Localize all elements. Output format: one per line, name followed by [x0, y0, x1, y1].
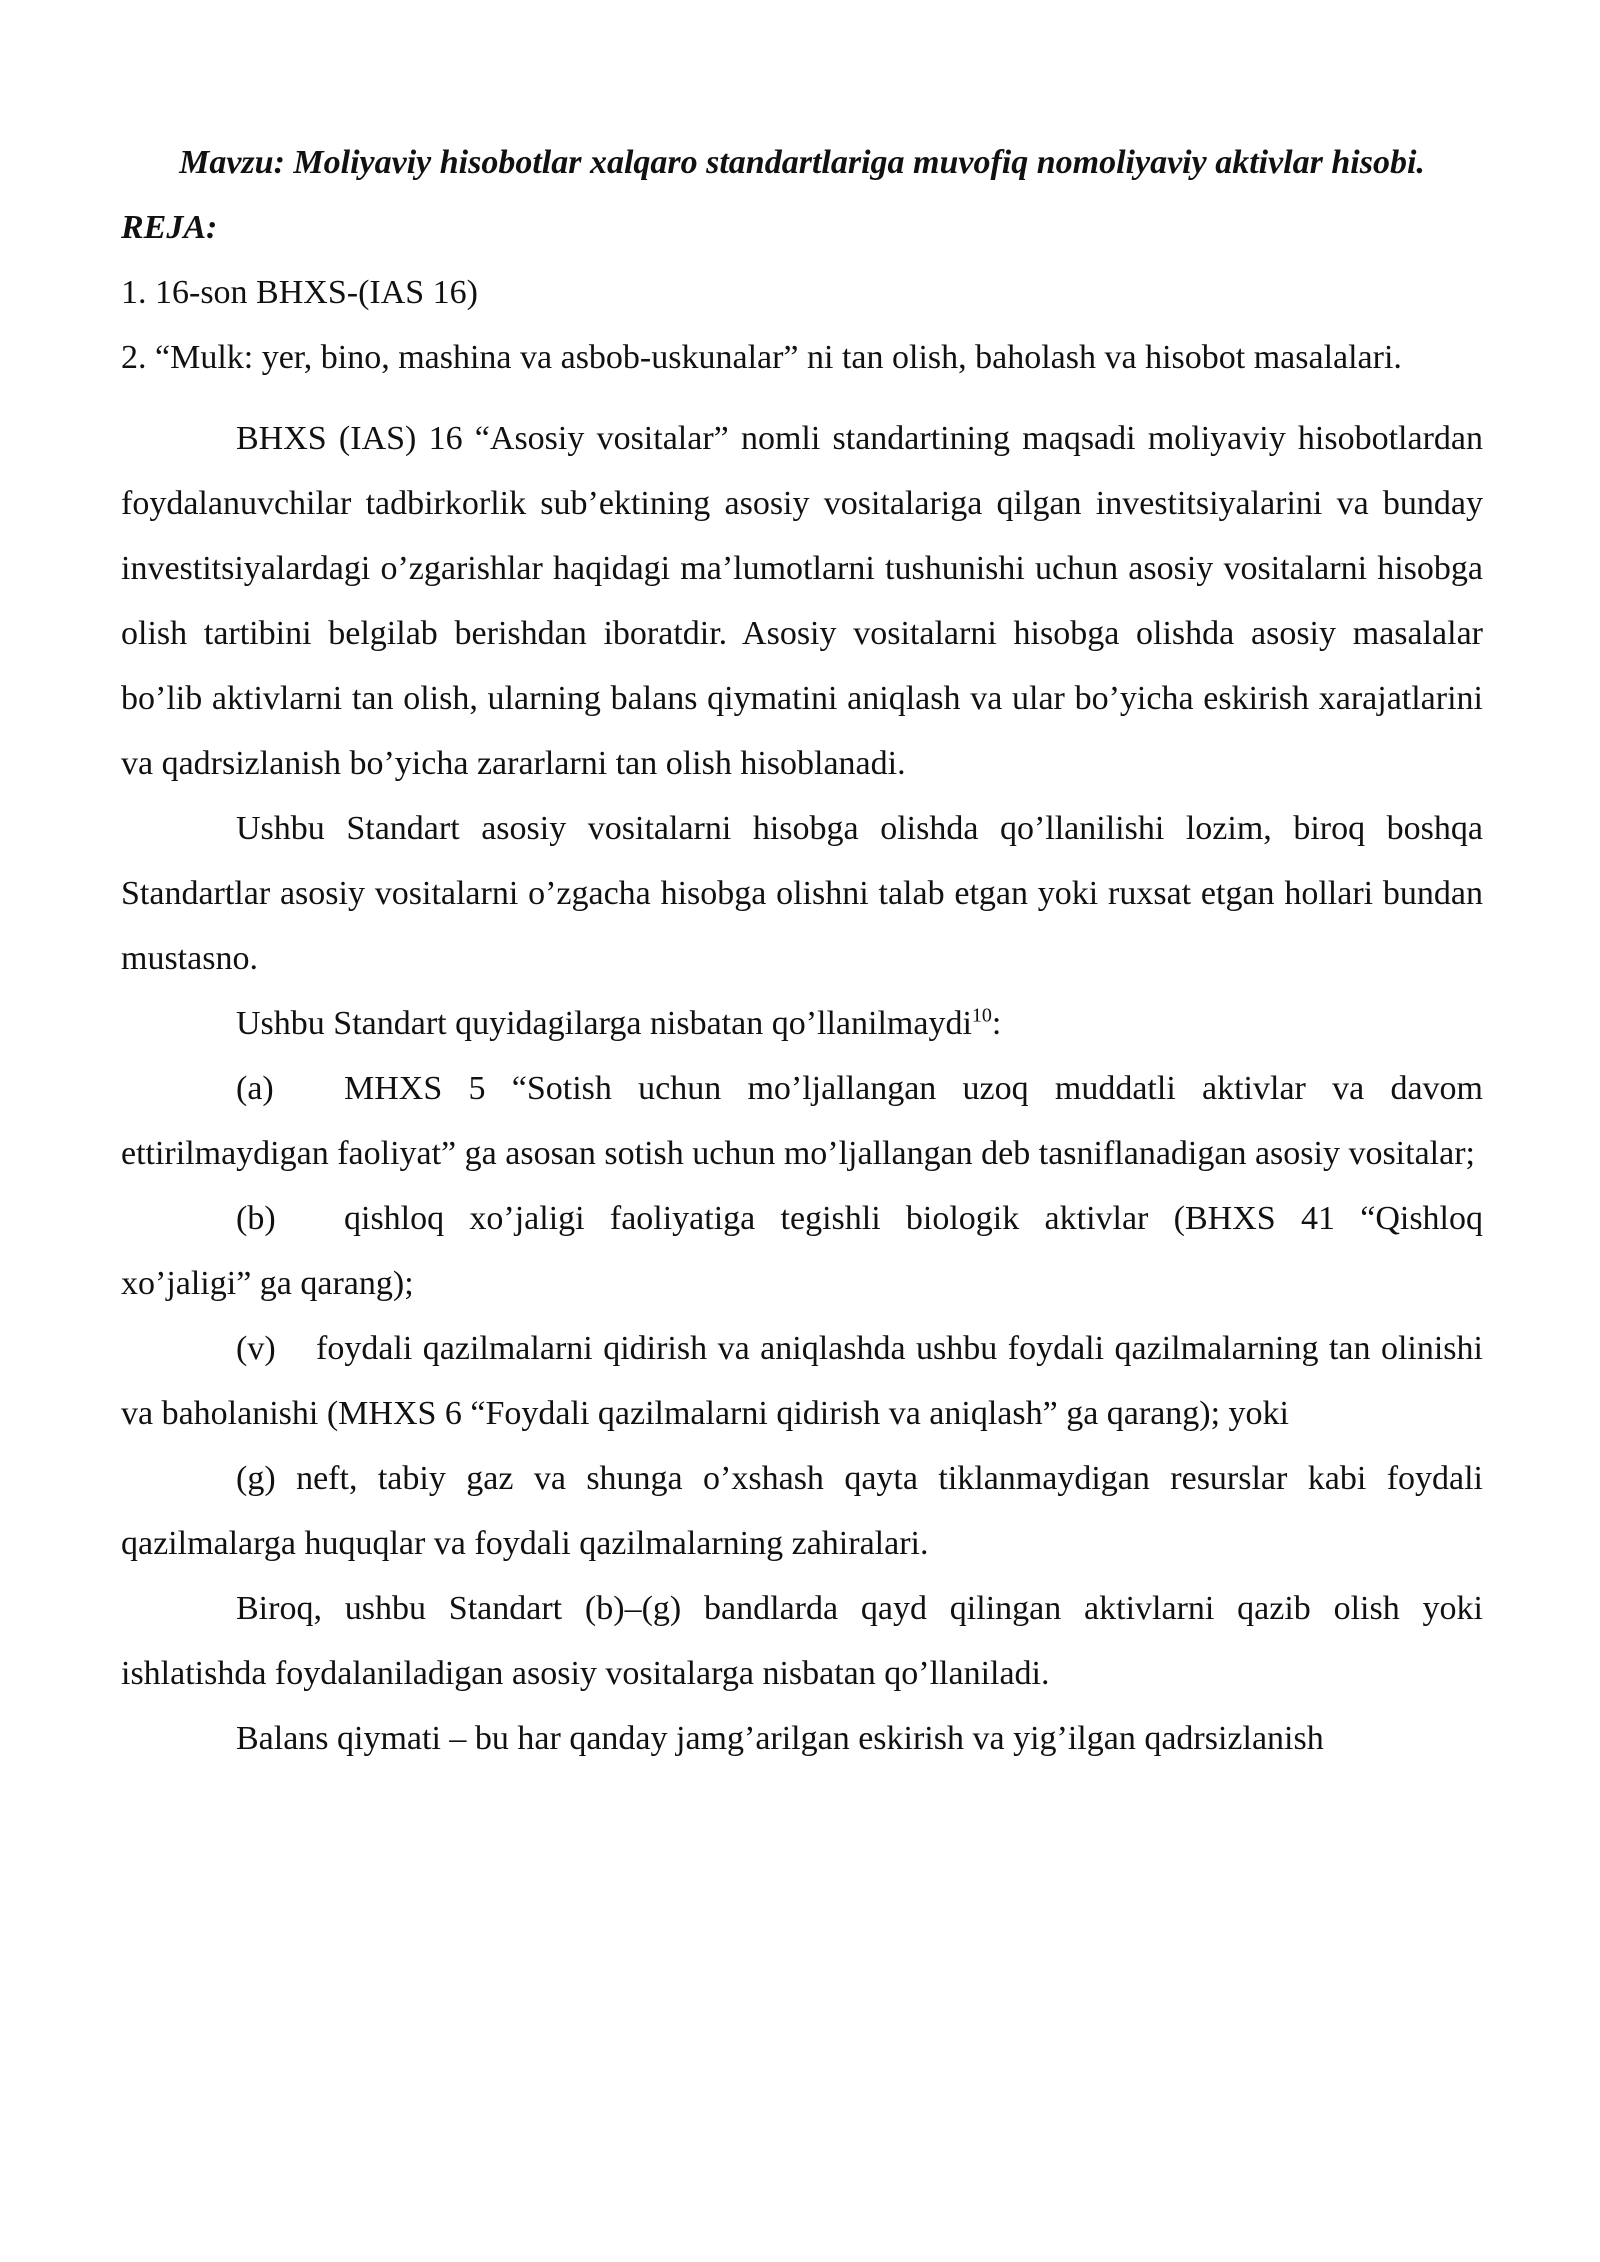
plan-item-2: 2. “Mulk: yer, bino, mashina va asbob-uskunalar” ni tan olish, baholash va hisobot masalalari. [121, 339, 1402, 376]
list-item-text: neft, tabiy gaz va shunga o’xshash qayta tiklanmaydigan resurslar kabi foydali qazilmalarga huquqlar va foydali qazilmalarning zahiralari. [121, 1460, 1484, 1562]
exclusion-item-b [121, 1186, 1483, 1316]
list-item-text: foydali qazilmalarni qidirish va aniqlashda ushbu foydali qazilmalarning tan olinishi va baholanishi (MHXS 6 “Foydali qazilmalarni qidirish va aniqlash” ga qarang); yoki [121, 1330, 1483, 1432]
list-item-text: MHXS 5 “Sotish uchun mo’ljallangan uzoq muddatli aktivlar va davom ettirilmaydigan faoliyat” ga asosan sotish uchun mo’ljallangan deb tasniflanadigan asosiy vositalar; [121, 1070, 1483, 1172]
page-content [121, 130, 1483, 1771]
document-title: Mavzu: Moliyaviy hisobotlar xalqaro standartlariga muvofiq nomoliyaviy aktivlar hisobi. [179, 144, 1425, 181]
plan-heading: REJA: [121, 209, 218, 246]
list-marker: (g) [236, 1460, 276, 1497]
paragraph-purpose: BHXS (IAS) 16 “Asosiy vositalar” nomli standartining maqsadi moliyaviy hisobotlardan foydalanuvchilar tadbirkorlik sub’ektining asosiy vositalariga qilgan investitsiyalarini va bunday investitsiyalardagi o’zgarishlar haqidagi ma’lumotlarni tushunishi uchun asosiy vositalarni hisobga olish tartibini belgilab berishdan iboratdir. Asosiy vositalarni hisobga olishda asosiy masalalar bo’lib aktivlarni tan olish, ularning balans qiymatini aniqlash va ular bo’yicha eskirish xarajatlarini va qadrsizlanish bo’yicha zararlarni tan olish hisoblanadi. [121, 420, 1483, 782]
spacer [121, 390, 1483, 406]
paragraph-carrying-amount: Balans qiymati – bu har qanday jamg’arilgan eskirish va yig’ilgan qadrsizlanish [236, 1720, 1324, 1757]
exclusion-item-g [121, 1446, 1483, 1576]
exclusion-item-v [121, 1316, 1483, 1446]
list-item-text: qishloq xo’jaligi faoliyatiga tegishli biologik aktivlar (BHXS 41 “Qishloq xo’jaligi” ga qarang); [121, 1200, 1483, 1302]
exclusions-intro-text: Ushbu Standart quyidagilarga nisbatan qo’llanilmaydi [236, 1005, 972, 1042]
exclusions-intro-colon: : [991, 1005, 1002, 1042]
paragraph-application: Biroq, ushbu Standart (b)–(g) bandlarda qayd qilingan aktivlarni qazib olish yoki ishlatishda foydalaniladigan asosiy vositalarga nisbatan qo’llaniladi. [121, 1590, 1483, 1692]
list-marker: (a) [236, 1070, 274, 1107]
list-marker: (b) [236, 1200, 276, 1237]
paragraph-scope: Ushbu Standart asosiy vositalarni hisobga olishda qo’llanilishi lozim, biroq boshqa Standartlar asosiy vositalarni o’zgacha hisobga olishni talab etgan yoki ruxsat etgan hollari bundan mustasno. [121, 810, 1483, 977]
paragraph-exclusions-intro [121, 991, 1483, 1056]
exclusion-item-a [121, 1056, 1483, 1186]
plan-item-1: 1. 16-son BHXS-(IAS 16) [121, 274, 478, 311]
list-marker: (v) [236, 1330, 276, 1367]
footnote-reference: 10 [971, 1004, 992, 1027]
